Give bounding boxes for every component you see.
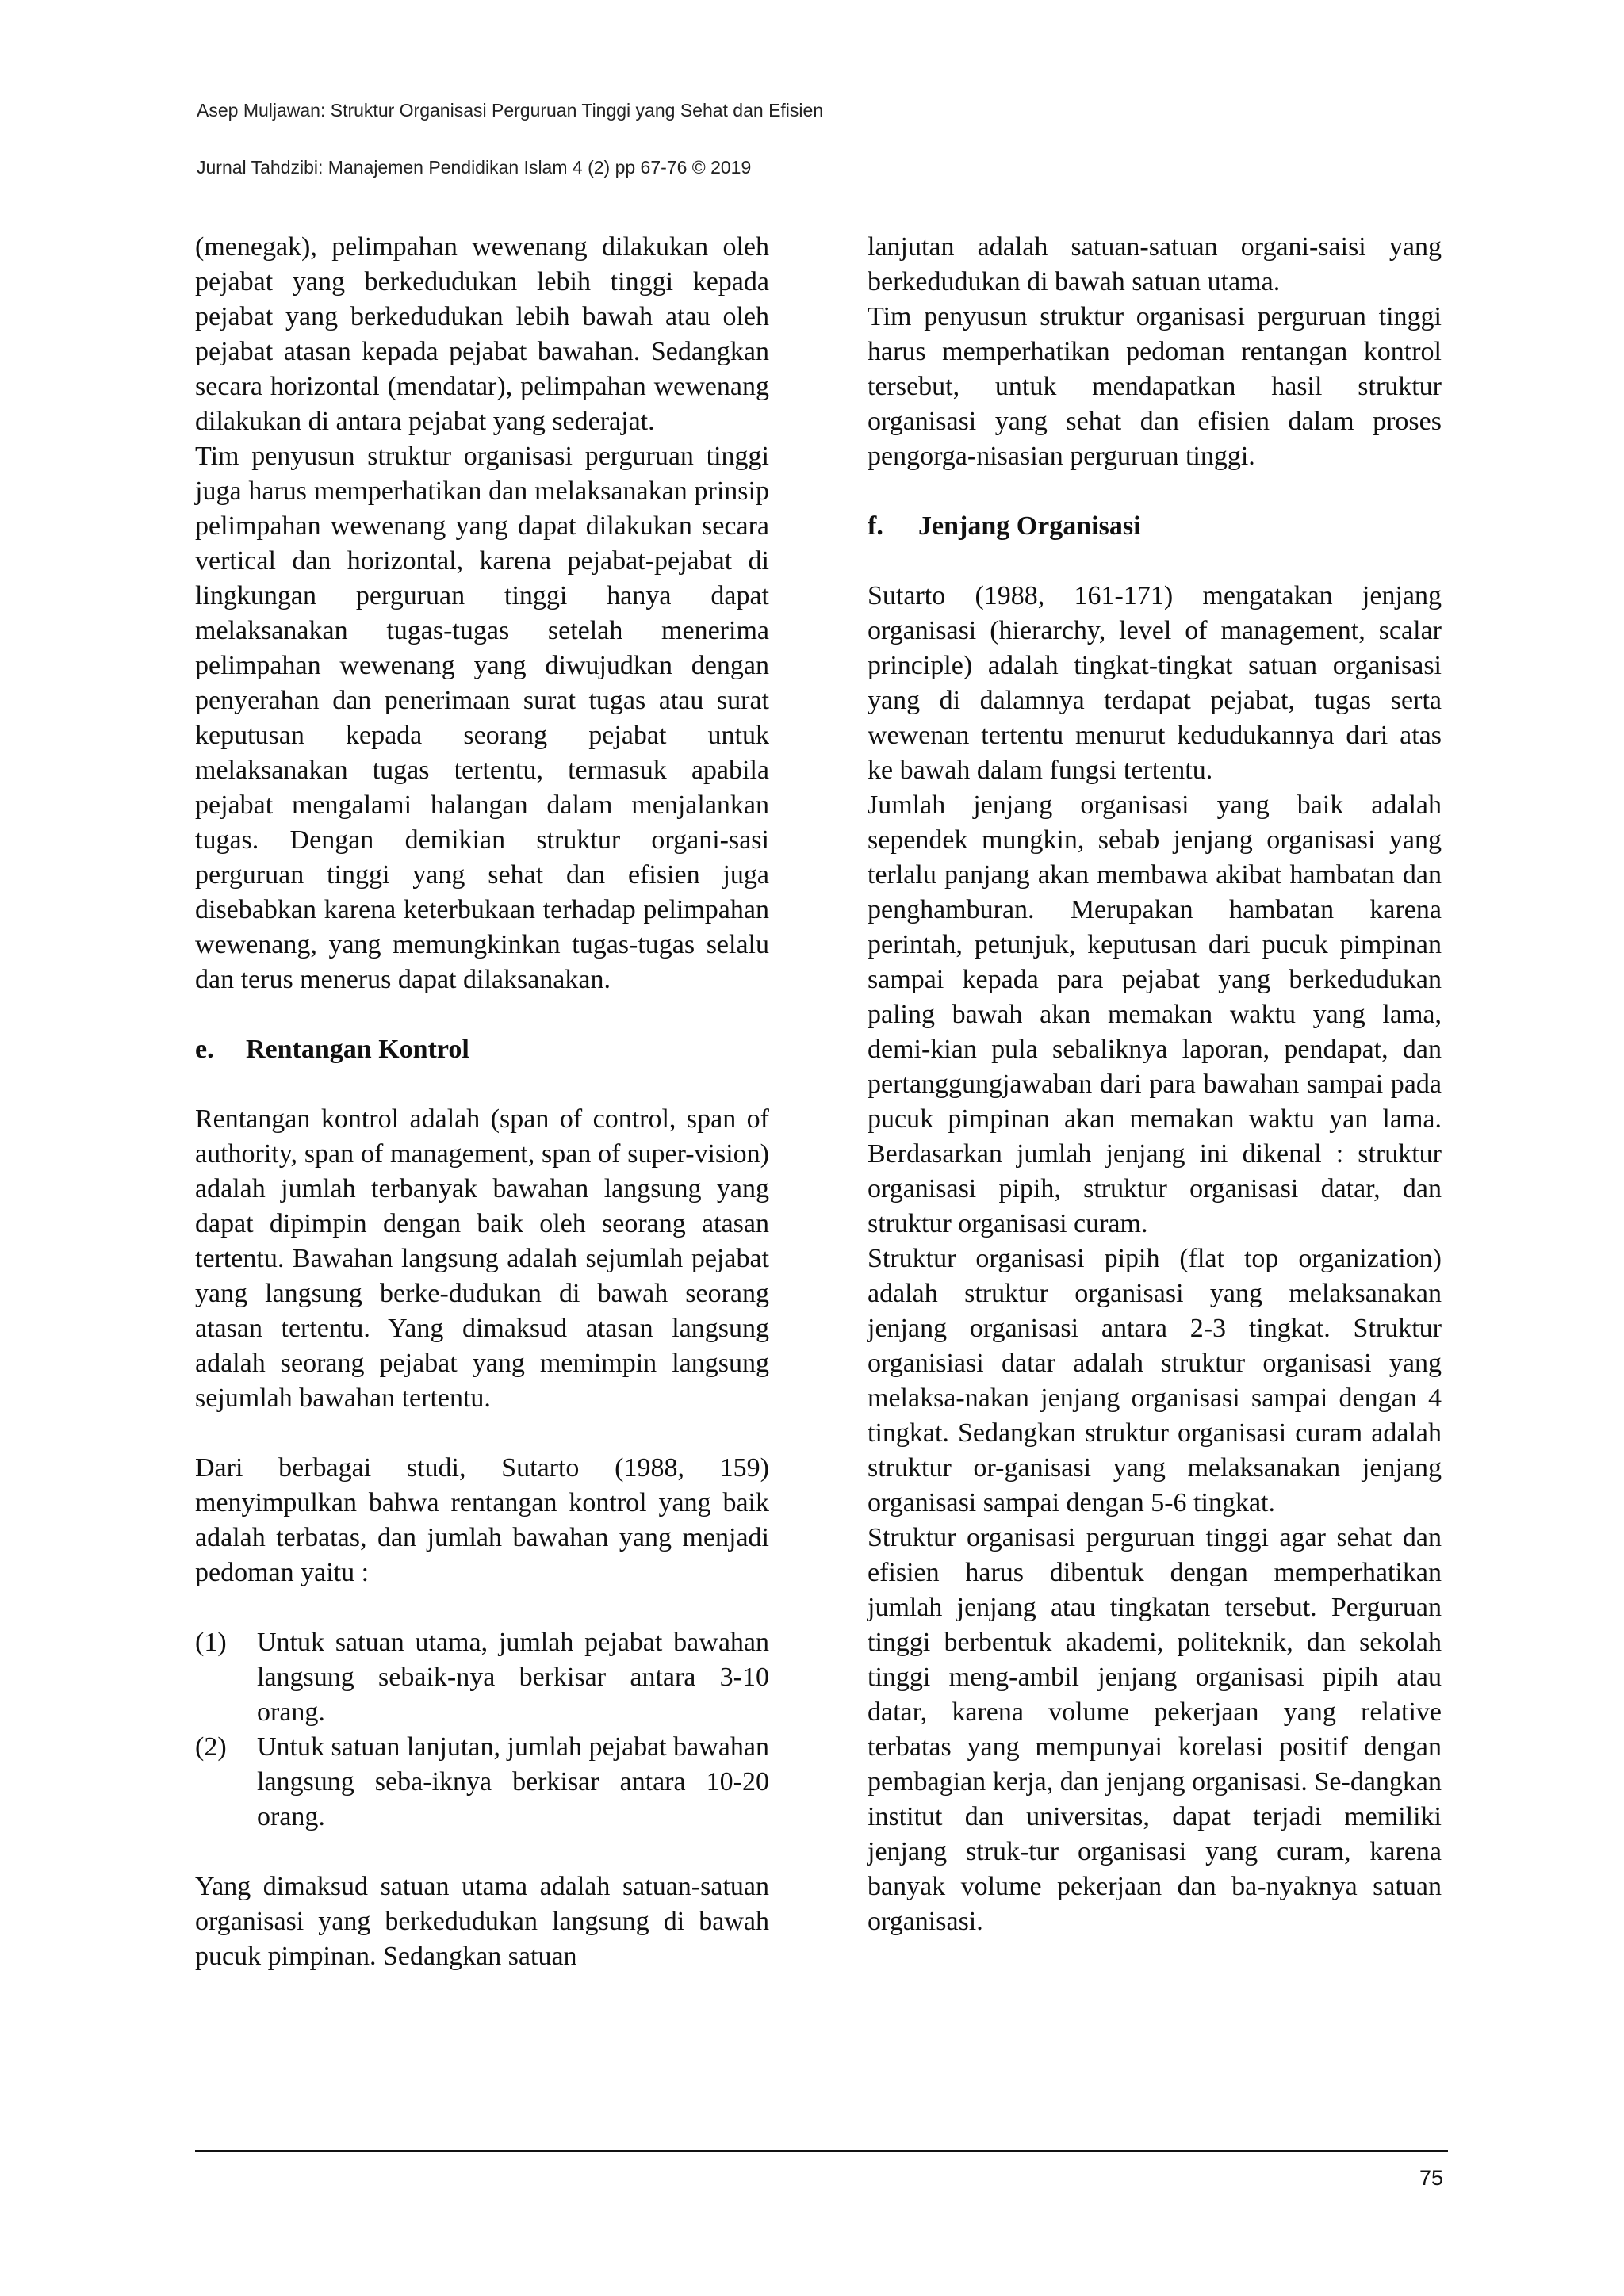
paragraph: Struktur organisasi pipih (flat top organization) adalah struktur organisasi yang melaksanakan jenjang organisasi antara 2-3 tingkat. Struktur organisiasi datar adalah struktur organisasi yang melaksa-nakan jenjang organisasi sampai dengan 4 tingkat. Sedangkan struktur organisasi curam adalah struktur or-ganisasi yang melaksanakan jenjang organisasi sampai dengan 5-6 tingkat.	[868, 1244, 1442, 1517]
right-column	[868, 230, 1442, 1939]
page-number: 75	[1419, 2166, 1443, 2190]
list-marker: (2)	[195, 1732, 227, 1762]
paragraph: Struktur organisasi perguruan tinggi agar sehat dan efisien harus dibentuk dengan memperhatikan jumlah jenjang atau tingkatan tersebut. Perguruan tinggi berbentuk akademi, politeknik, dan sekolah tinggi meng-ambil jenjang organisasi pipih atau datar, karena volume pekerjaan yang relative terbatas yang mempunyai korelasi positif dengan pembagian kerja, dan jenjang organisasi. Se-dangkan institut dan universitas, dapat terjadi memiliki jenjang struk-tur organisasi yang curam, karena banyak volume pekerjaan dan ba-nyaknya satuan organisasi.	[868, 1523, 1442, 1936]
list-item	[195, 1625, 769, 1730]
paragraph: Yang dimaksud satuan utama adalah satuan-satuan organisasi yang berkedudukan langsung di bawah pucuk pimpinan. Sedangkan satuan	[195, 1872, 769, 1971]
list-item-text: Untuk satuan utama, jumlah pejabat bawahan langsung sebaik-nya berkisar antara 3-10 orang.	[257, 1628, 769, 1727]
list-marker: (1)	[195, 1628, 227, 1657]
paragraph: Sutarto (1988, 161-171) mengatakan jenjang organisasi (hierarchy, level of management, scalar principle) adalah tingkat-tingkat satuan organisasi yang di dalamnya terdapat pejabat, tugas serta wewenan tertentu menurut kedudukannya dari atas ke bawah dalam fungsi tertentu.	[868, 581, 1442, 785]
section-number: f.	[868, 511, 883, 541]
paragraph: lanjutan adalah satuan-satuan organi-saisi yang berkedudukan di bawah satuan utama.	[868, 232, 1442, 297]
paragraph: Tim penyusun struktur organisasi perguruan tinggi juga harus memperhatikan dan melaksanakan prinsip pelimpahan wewenang yang dapat dilakukan secara vertical dan horizontal, karena pejabat-pejabat di lingkungan perguruan tinggi hanya dapat melaksanakan tugas-tugas setelah menerima pelimpahan wewenang yang diwujudkan dengan penyerahan dan penerimaan surat tugas atau surat keputusan kepada seorang pejabat untuk melaksanakan tugas tertentu, termasuk apabila pejabat mengalami halangan dalam menjalankan tugas. Dengan demikian struktur organi-sasi perguruan tinggi yang sehat dan efisien juga disebabkan karena keterbukaan terhadap pelimpahan wewenang, yang memungkinkan tugas-tugas selalu dan terus menerus dapat dilaksanakan.	[195, 442, 769, 994]
paragraph: Dari berbagai studi, Sutarto (1988, 159) menyimpulkan bahwa rentangan kontrol yang baik adalah terbatas, dan jumlah bawahan yang menjadi pedoman yaitu :	[195, 1453, 769, 1587]
paragraph: Jumlah jenjang organisasi yang baik adalah sependek mungkin, sebab jenjang organisasi yang terlalu panjang akan membawa akibat hambatan dan penghamburan. Merupakan hambatan karena perintah, petunjuk, keputusan dari pucuk pimpinan sampai kepada para pejabat yang berkedudukan paling bawah akan memakan waktu yang lama, demi-kian pula sebaliknya laporan, pendapat, dan pertanggungjawaban dari para bawahan sampai pada pucuk pimpinan akan memakan waktu yan lama. Berdasarkan jumlah jenjang ini dikenal : struktur organisasi pipih, struktur organisasi datar, dan struktur organisasi curam.	[868, 790, 1442, 1238]
list-item-text: Untuk satuan lanjutan, jumlah pejabat bawahan langsung seba-iknya berkisar antara 10-20 orang.	[257, 1732, 769, 1831]
paragraph: Rentangan kontrol adalah (span of control, span of authority, span of management, span of super-vision) adalah jumlah terbanyak bawahan langsung yang dapat dipimpin dengan baik oleh seorang atasan tertentu. Bawahan langsung adalah sejumlah pejabat yang langsung berke-dudukan di bawah seorang atasan tertentu. Yang dimaksud atasan langsung adalah seorang pejabat yang memimpin langsung sejumlah bawahan tertentu.	[195, 1104, 769, 1413]
left-column	[195, 230, 769, 1974]
paragraph: (menegak), pelimpahan wewenang dilakukan oleh pejabat yang berkedudukan lebih tinggi kepada pejabat yang berkedudukan lebih bawah atau oleh pejabat atasan kepada pejabat bawahan. Sedangkan secara horizontal (mendatar), pelimpahan wewenang dilakukan di antara pejabat yang sederajat.	[195, 232, 769, 436]
section-heading-f	[868, 509, 1442, 544]
footer-divider	[195, 2150, 1448, 2152]
section-heading-e	[195, 1032, 769, 1067]
running-head-journal: Jurnal Tahdzibi: Manajemen Pendidikan Islam 4 (2) pp 67-76 © 2019	[197, 157, 752, 178]
section-number: e.	[195, 1035, 214, 1064]
section-title: Rentangan Kontrol	[246, 1035, 469, 1064]
running-head-author-title: Asep Muljawan: Struktur Organisasi Perguruan Tinggi yang Sehat dan Efisien	[197, 100, 824, 121]
numbered-list	[195, 1625, 769, 1835]
section-title: Jenjang Organisasi	[918, 511, 1141, 541]
list-item	[195, 1730, 769, 1835]
paragraph: Tim penyusun struktur organisasi perguruan tinggi harus memperhatikan pedoman rentangan kontrol tersebut, untuk mendapatkan hasil struktur organisasi yang sehat dan efisien dalam proses pengorga-nisasian perguruan tinggi.	[868, 302, 1442, 471]
